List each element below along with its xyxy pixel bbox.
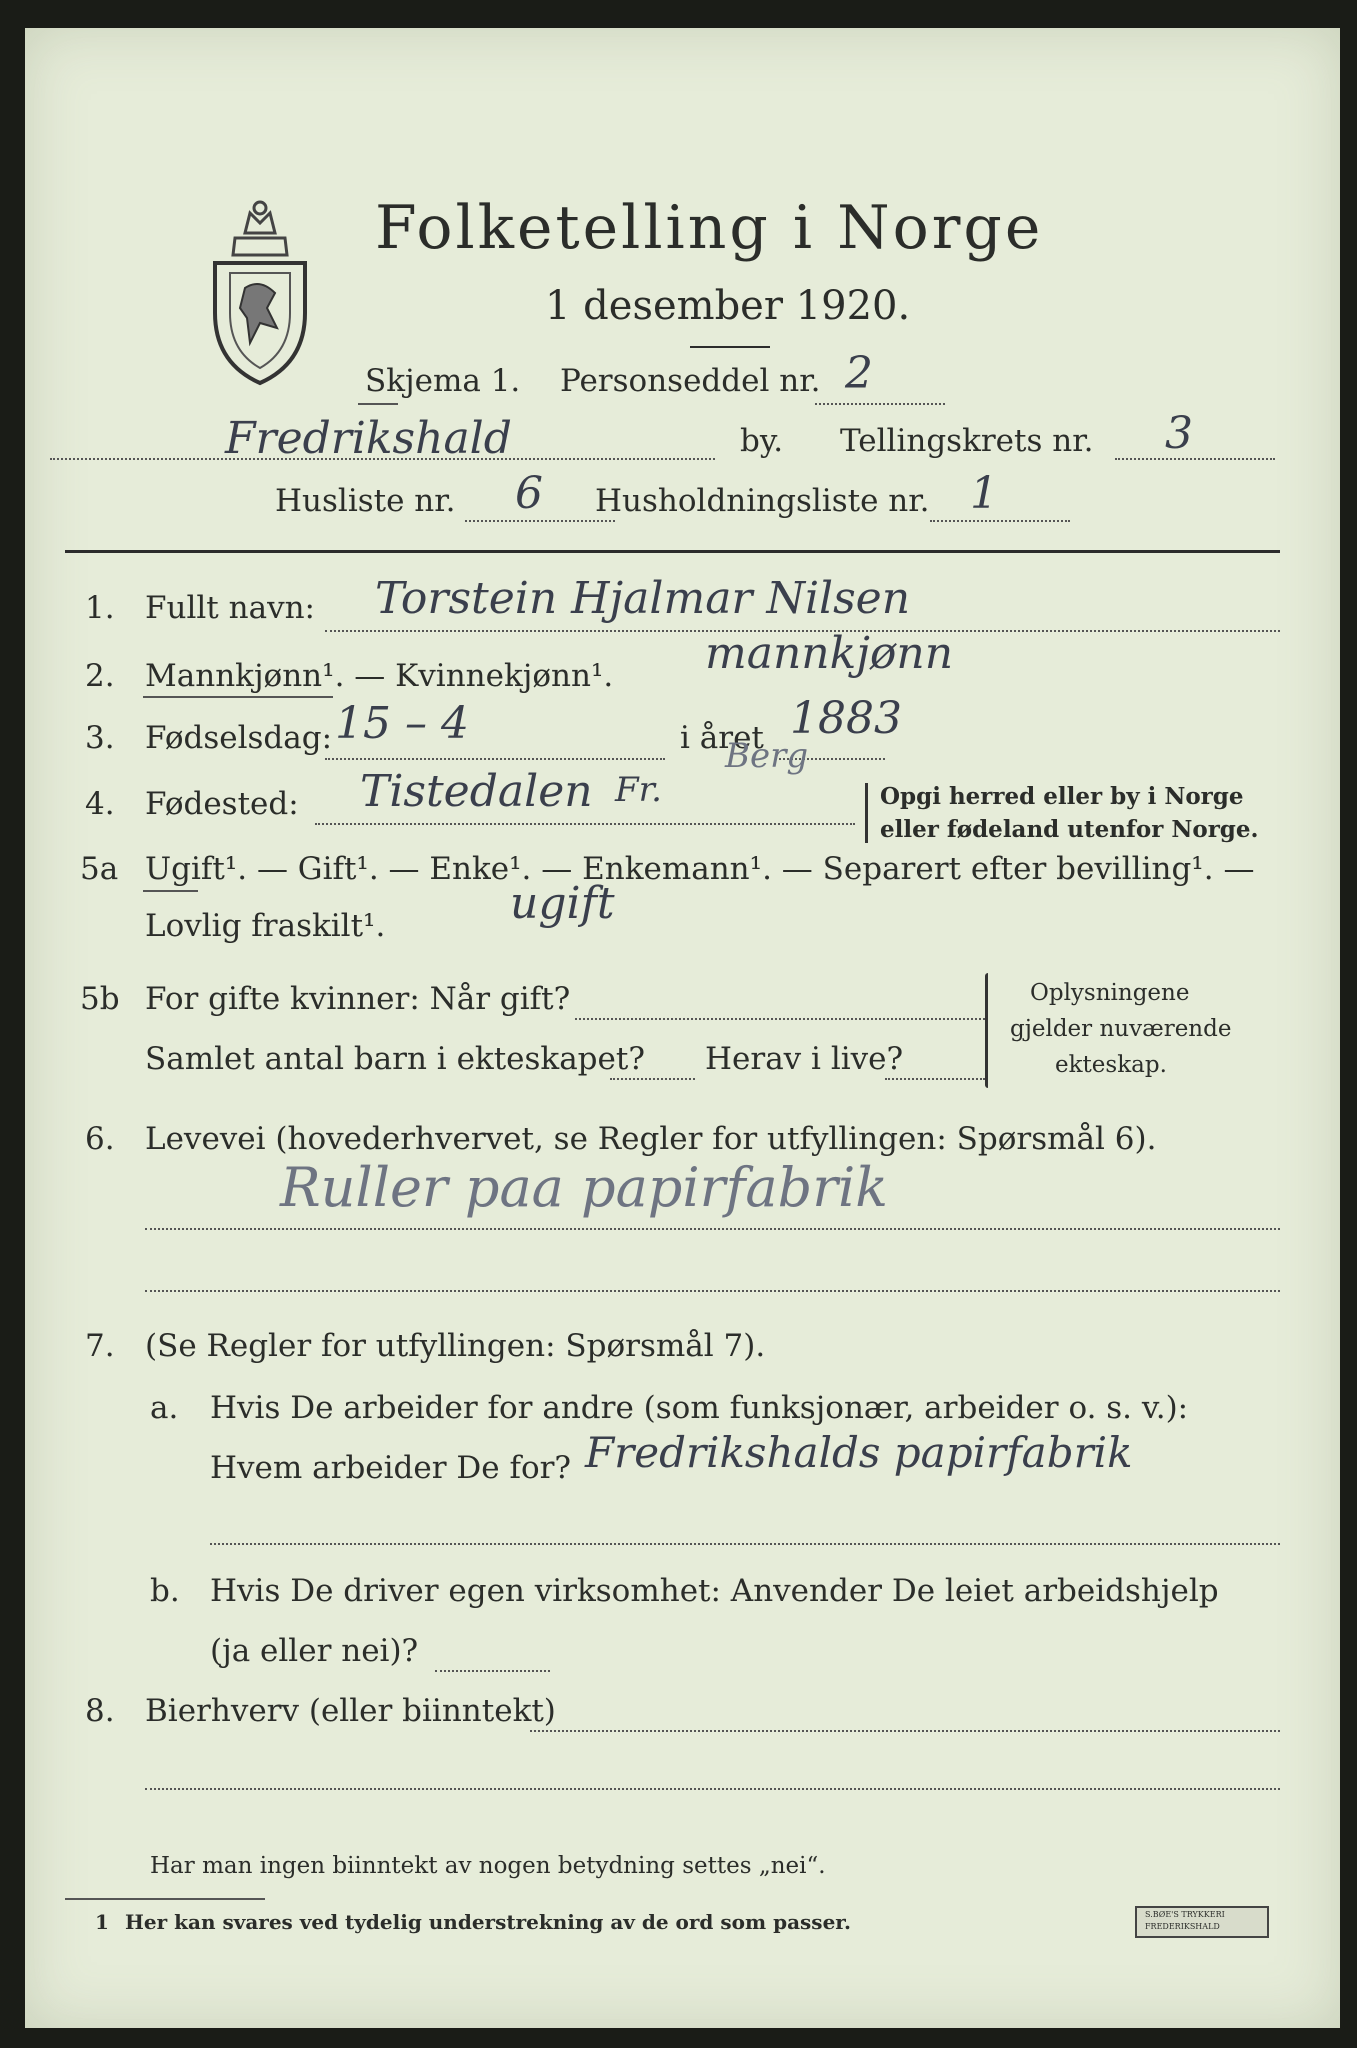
husliste-value: 6 (515, 468, 543, 519)
q5a-number: 5a (80, 851, 119, 887)
personseddel-label: Personseddel nr. (560, 363, 821, 399)
q6-occupation-value: Ruller paa papirfabrik (280, 1156, 889, 1219)
husliste-dotline (465, 520, 615, 522)
q5a-marital-status-value: ugift (510, 878, 615, 929)
q4-number: 4. (85, 786, 115, 822)
footnote-text: Her kan svares ved tydelig understrekning av de ord som passer. (125, 1910, 851, 1934)
q3-label: Fødselsdag: (145, 720, 333, 756)
q4-note-line1: Opgi herred eller by i Norge (880, 783, 1244, 810)
q5b-note-line1: Oplysningene (1030, 980, 1190, 1006)
q4-birthplace-abbrev: Fr. (615, 770, 662, 810)
footer-note: Har man ingen biinntekt av nogen betydning settes „nei“. (150, 1853, 826, 1879)
footnote-number: 1 (95, 1910, 109, 1934)
husholdningsliste-dotline (930, 520, 1070, 522)
q5b-children-label: Samlet antal barn i ekteskapet? (145, 1041, 645, 1077)
q5b-line1: For gifte kvinner: Når gift? (145, 981, 571, 1017)
q6-dotline-2 (145, 1290, 1280, 1292)
q6-label: Levevei (hovederhvervet, se Regler for utfyllingen: Spørsmål 6). (145, 1121, 1157, 1157)
q5b-alive-dotline (885, 1078, 985, 1080)
q5a-ugift-underline (143, 890, 198, 892)
husholdningsliste-value: 1 (970, 468, 998, 519)
printer-stamp (1135, 1906, 1269, 1938)
q2-mannkjonn-underline (143, 696, 333, 698)
q6-number: 6. (85, 1121, 115, 1157)
q6-dotline-1 (145, 1228, 1280, 1230)
skjema-label: Skjema 1. (365, 363, 521, 399)
q5b-note-line3: ekteskap. (1055, 1052, 1167, 1078)
q8-number: 8. (85, 1693, 115, 1729)
q8-label: Bierhverv (eller biinntekt) (145, 1693, 556, 1729)
q7a-employer-value: Fredrikshalds papirfabrik (585, 1428, 1133, 1477)
q5b-note-bracket (985, 973, 988, 1088)
q7-number: 7. (85, 1328, 115, 1364)
q7a-dotline (210, 1543, 1280, 1545)
q2-gender-value: mannkjønn (705, 628, 954, 679)
husliste-label: Husliste nr. (275, 483, 456, 519)
q5a-line2: Lovlig fraskilt¹. (145, 908, 386, 944)
q8-dotline-2 (145, 1788, 1280, 1790)
q7b-line1: Hvis De driver egen virksomhet: Anvender De leiet arbeidshjelp (210, 1573, 1219, 1609)
q4-birthplace-value: Tistedalen (360, 766, 593, 817)
q4-note-line2: eller fødeland utenfor Norge. (880, 816, 1259, 843)
tellingskrets-label: Tellingskrets nr. (840, 423, 1094, 459)
census-form (25, 28, 1340, 2028)
q4-dotline (315, 823, 855, 825)
q3-number: 3. (85, 720, 115, 756)
q4-birthplace-pencil-note: Berg (725, 736, 809, 776)
by-label: by. (740, 423, 784, 459)
q7a-line1: Hvis De arbeider for andre (som funksjonær, arbeider o. s. v.): (210, 1390, 1189, 1426)
printer-stamp-line1: S.BØE'S TRYKKERI (1145, 1910, 1225, 1919)
q5b-note-line2: gjelder nuværende (1010, 1016, 1232, 1042)
q7b-letter: b. (150, 1573, 180, 1609)
tellingskrets-value: 3 (1165, 408, 1193, 459)
printer-stamp-line2: FREDERIKSHALD (1145, 1922, 1220, 1931)
q1-number: 1. (85, 590, 115, 626)
q7b-line2: (ja eller nei)? (210, 1633, 419, 1669)
header-divider (65, 550, 1280, 553)
personseddel-value: 2 (845, 348, 873, 399)
skjema-underline (358, 403, 398, 405)
q8-dotline-1 (530, 1730, 1280, 1732)
title-divider (690, 346, 770, 348)
q7b-dotline (435, 1670, 550, 1672)
form-title: Folketelling i Norge (375, 193, 1044, 263)
personseddel-dotline (815, 403, 945, 405)
q3-year-label: i året (680, 720, 764, 756)
q3-year-value: 1883 (790, 693, 902, 744)
husholdningsliste-label: Husholdningsliste nr. (595, 483, 930, 519)
q7a-letter: a. (150, 1390, 179, 1426)
q1-label: Fullt navn: (145, 590, 315, 626)
q5b-alive-label: Herav i live? (705, 1041, 904, 1077)
by-dotline (50, 458, 715, 460)
q3-day-dotline (325, 758, 665, 760)
q4-note-bracket (865, 783, 868, 843)
q3-birthday-value: 15 – 4 (335, 698, 469, 749)
q2-label: Mannkjønn¹. — Kvinnekjønn¹. (145, 658, 614, 694)
form-date: 1 desember 1920. (545, 283, 911, 329)
footnote-divider (65, 1898, 265, 1900)
q5b-when-married-dotline (575, 1018, 985, 1020)
q5b-number: 5b (80, 981, 120, 1017)
tellingskrets-dotline (1115, 458, 1275, 460)
q5b-children-dotline (610, 1078, 695, 1080)
by-value: Fredrikshald (225, 413, 512, 464)
q2-number: 2. (85, 658, 115, 694)
q4-label: Fødested: (145, 786, 299, 822)
q5a-line1: Ugift¹. — Gift¹. — Enke¹. — Enkemann¹. — Separert efter bevilling¹. — (145, 851, 1255, 887)
q7a-line2: Hvem arbeider De for? (210, 1450, 572, 1486)
q1-full-name-value: Torstein Hjalmar Nilsen (375, 573, 911, 624)
norwegian-coat-of-arms-icon (205, 193, 315, 388)
q7-label: (Se Regler for utfyllingen: Spørsmål 7). (145, 1328, 766, 1364)
